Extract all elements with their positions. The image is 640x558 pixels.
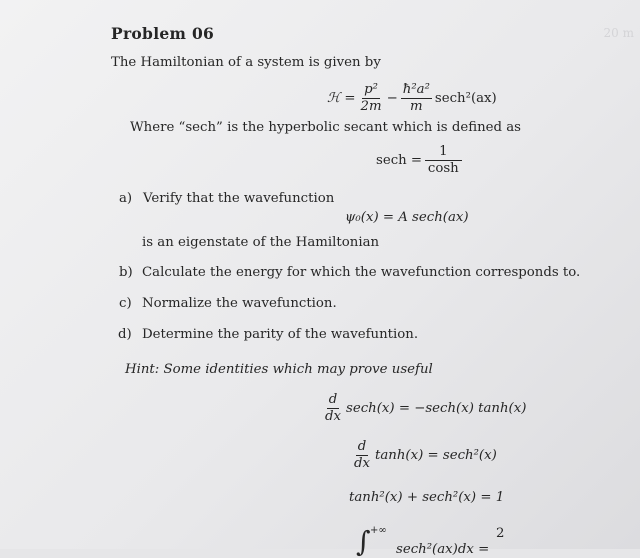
sech-fraction [425,145,461,176]
wavefunction-equation: ψ₀(x) = A sech(ax) [345,210,469,225]
fraction-one: 1 [425,145,461,161]
hint-text: Hint: Some identities which may prove useful [125,362,433,377]
sech-squared-term: sech²(ax) [434,91,497,106]
derivative-operator-2 [352,440,372,471]
d-num-2: d [357,439,367,454]
part-b-text: Calculate the energy for which the wavefunction corresponds to. [142,265,581,280]
integral-rhs: 2 [496,526,505,541]
identity-1 [320,393,526,424]
part-a-text: Verify that the wavefunction [143,191,335,206]
sech-lhs: sech = [376,153,423,168]
minus-sign: − [386,91,398,106]
p-squared: p² [364,82,378,97]
d-num-1: d [328,392,338,407]
cosh-text: cosh [427,161,459,176]
potential-fraction [401,83,432,114]
part-d-text: Determine the parity of the wavefuntion. [142,327,419,342]
derivative-operator-1 [323,393,343,424]
sech-definition [376,145,465,176]
dx-den-2: dx [354,456,371,471]
mass-m: m [410,99,423,114]
identity-1-body: sech(x) = −sech(x) tanh(x) [346,401,527,416]
identity-3: tanh²(x) + sech²(x) = 1 [349,490,505,505]
part-a-label: a) [119,191,133,206]
page-title: Problem 06 [111,24,215,43]
integral-upper-limit: +∞ [370,525,387,536]
integral-body: sech²(ax)dx = [396,542,490,557]
part-a-continuation: is an eigenstate of the Hamiltonian [142,235,380,250]
part-c-label: c) [119,296,132,311]
part-d-label: d) [118,327,132,342]
watermark-text: 20 m [603,26,634,40]
hamiltonian-equation [327,83,497,114]
part-c-text: Normalize the wavefunction. [142,296,337,311]
intro-line: The Hamiltonian of a system is given by [111,55,381,70]
where-text: Where “sech” is the hyperbolic secant which is defined as [130,120,522,135]
dx-den-1: dx [325,409,342,424]
part-b-label: b) [119,265,133,280]
hbar-a-squared: ħ²a² [402,82,430,97]
identity-2-body: tanh(x) = sech²(x) [375,448,497,463]
integral-sign: ∫ [356,525,371,558]
two-m: 2m [360,99,382,114]
hamiltonian-lhs: ℋ = [327,91,356,106]
identity-2 [349,440,497,471]
kinetic-fraction [359,83,384,114]
